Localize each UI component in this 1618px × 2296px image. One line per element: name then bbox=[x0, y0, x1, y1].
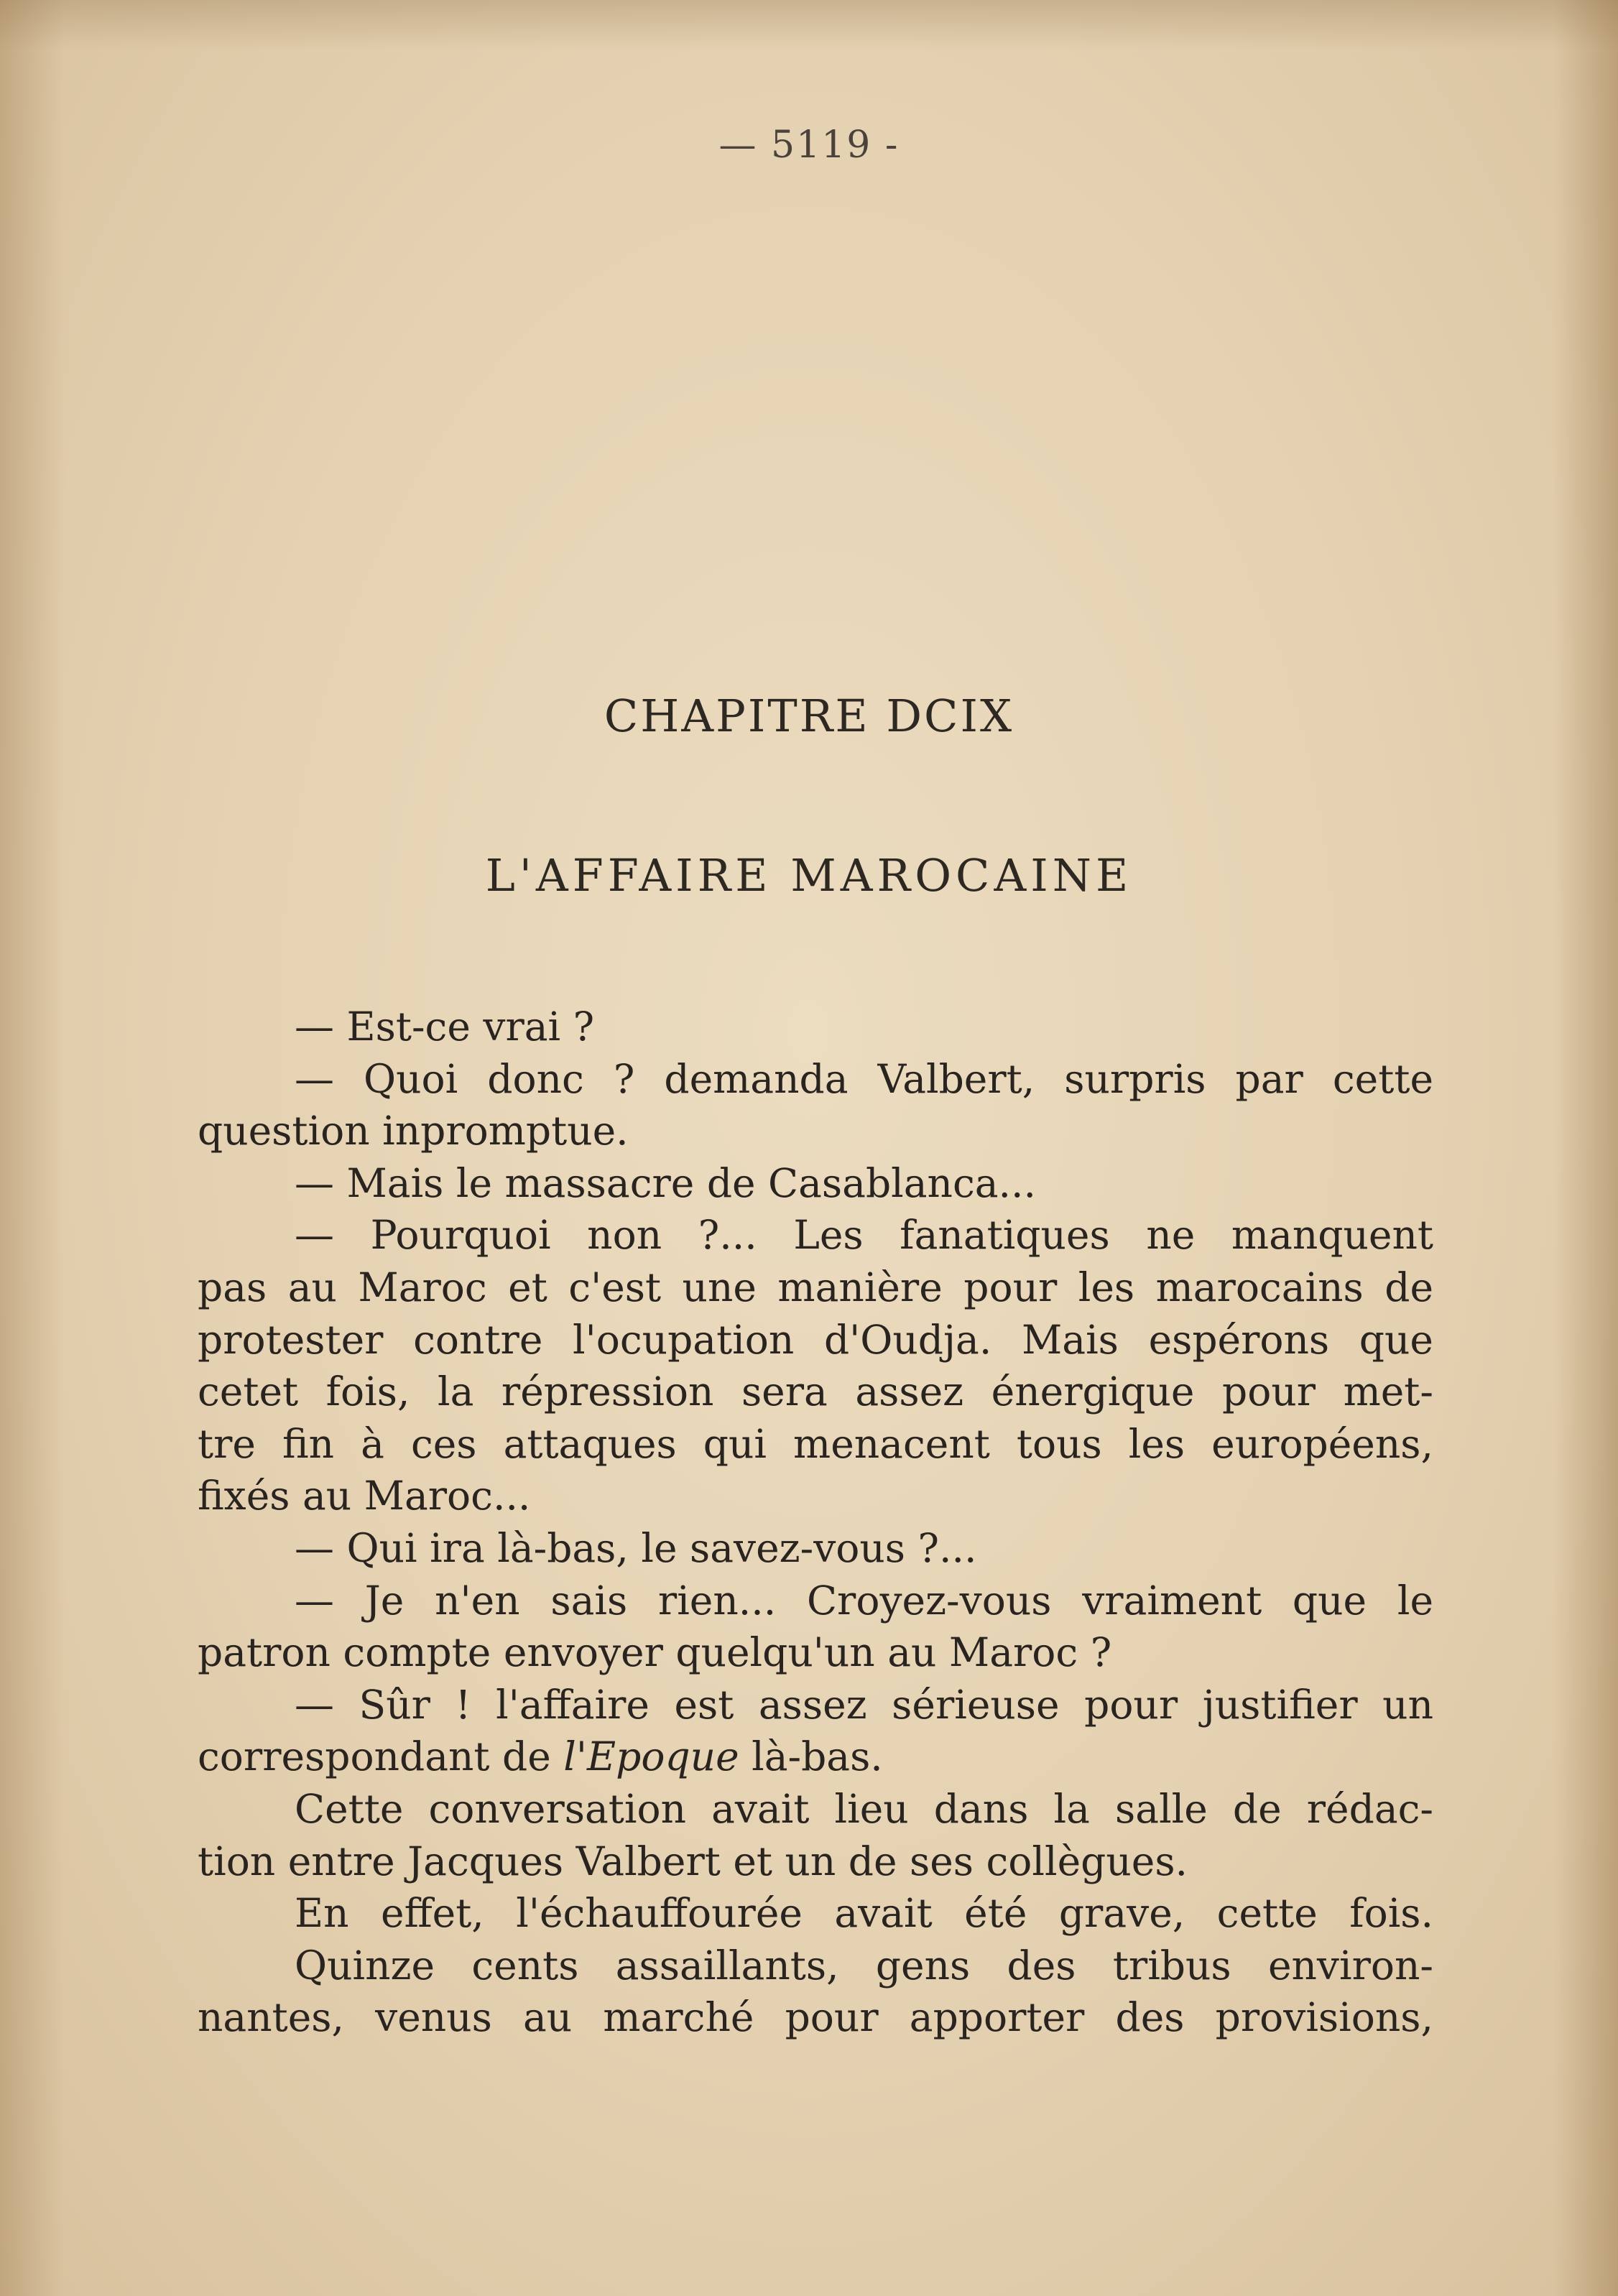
text-line: protester contre l'ocupation d'Oudja. Mais espérons que bbox=[198, 1316, 1433, 1363]
text-line: Cette conversation avait lieu dans la salle de rédac- bbox=[295, 1785, 1433, 1832]
text-line: nantes, venus au marché pour apporter des provisions, bbox=[198, 1994, 1433, 2041]
text-line: — Mais le massacre de Casablanca... bbox=[295, 1159, 1037, 1206]
page-right-shadow bbox=[1553, 0, 1618, 2296]
page-top-shadow bbox=[0, 0, 1618, 50]
text-line: patron compte envoyer quelqu'un au Maroc ? bbox=[198, 1629, 1112, 1676]
text-line: pas au Maroc et c'est une manière pour les marocains de bbox=[198, 1264, 1433, 1310]
text-line: fixés au Maroc... bbox=[198, 1473, 531, 1519]
text-line: — Qui ira là-bas, le savez-vous ?... bbox=[295, 1524, 977, 1571]
page-left-shadow bbox=[0, 0, 65, 2296]
page-number: — 5119 - bbox=[718, 124, 900, 167]
text-line: — Sûr ! l'affaire est assez sérieuse pour justifier un bbox=[295, 1681, 1433, 1728]
text-line: cetet fois, la répression sera assez énergique pour met- bbox=[198, 1369, 1433, 1415]
text-line: question inpromptue. bbox=[198, 1108, 629, 1154]
text-line: — Quoi donc ? demanda Valbert, surpris par cette bbox=[295, 1055, 1433, 1102]
text-line: tion entre Jacques Valbert et un de ses collègues. bbox=[198, 1838, 1188, 1884]
text-segment: là-bas. bbox=[752, 1733, 883, 1780]
newspaper-title: l'Epoque bbox=[563, 1733, 739, 1780]
text-segment: correspondant de bbox=[198, 1733, 551, 1780]
text-line: — Pourquoi non ?... Les fanatiques ne manquent bbox=[295, 1212, 1433, 1259]
text-line: Quinze cents assaillants, gens des tribus environ- bbox=[295, 1942, 1433, 1989]
text-line-with-title bbox=[198, 1731, 1433, 1783]
text-line: — Je n'en sais rien... Croyez-vous vraiment que le bbox=[295, 1577, 1433, 1624]
chapter-subtitle: L'AFFAIRE MAROCAINE bbox=[485, 849, 1133, 902]
text-line: En effet, l'échauffourée avait été grave, cette fois. bbox=[295, 1890, 1433, 1937]
chapter-title: CHAPITRE DCIX bbox=[604, 690, 1014, 742]
text-line: — Est-ce vrai ? bbox=[295, 1004, 595, 1050]
text-line: tre fin à ces attaques qui menacent tous les européens, bbox=[198, 1420, 1433, 1467]
body-text bbox=[198, 1001, 1433, 2044]
